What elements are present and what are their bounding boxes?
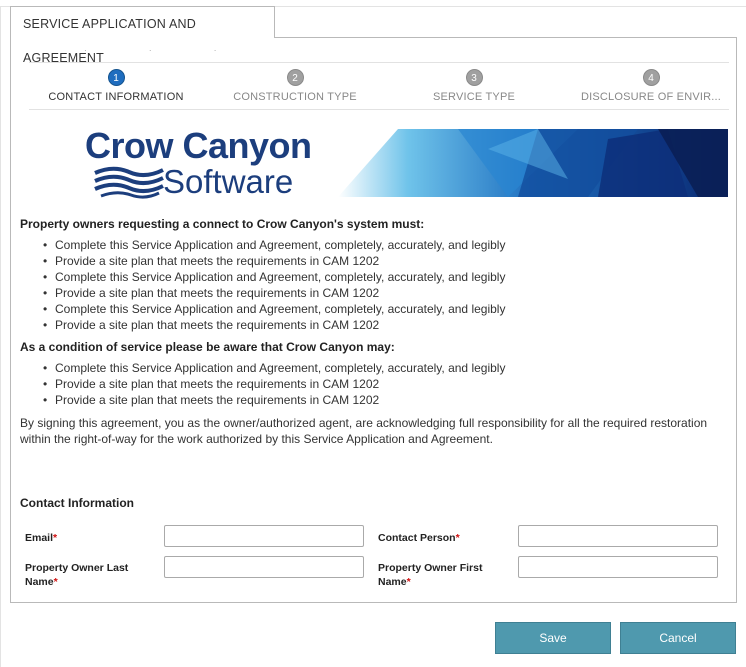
required-marker: * [53, 532, 58, 544]
logo-line-2: Software [163, 163, 294, 200]
form-panel [10, 37, 737, 603]
email-label: Email* [25, 532, 58, 544]
contact-information-heading: Contact Information [20, 496, 134, 510]
wizard-step-construction-type[interactable] [210, 69, 380, 103]
step-label: CONTACT INFORMATION [48, 91, 184, 103]
step-label: CONSTRUCTION TYPE [233, 91, 357, 103]
list-item: • Provide a site plan that meets the requirements in CAM 1202 [55, 285, 725, 301]
cancel-button[interactable]: Cancel [620, 622, 736, 654]
step-number-circle: 3 [466, 69, 483, 86]
list-item: • Provide a site plan that meets the requirements in CAM 1202 [55, 253, 725, 269]
intro-text [20, 216, 725, 447]
wizard-top-divider [29, 62, 729, 63]
owner-first-name-label: Property Owner First Name* [378, 562, 483, 588]
contact-person-label: Contact Person* [378, 532, 460, 544]
list-item: • Complete this Service Application and Agreement, completely, accurately, and legibly [55, 301, 725, 317]
owner-first-name-field[interactable] [518, 556, 718, 578]
decorative-dots: · · · [84, 46, 247, 55]
wizard-step-contact-information[interactable] [31, 69, 201, 103]
required-marker: * [53, 576, 58, 588]
wizard-step-service-type[interactable] [389, 69, 559, 103]
intro-heading-1: Property owners requesting a connect to Crow Canyon's system must: [20, 217, 425, 231]
required-marker: * [406, 576, 411, 588]
intro-heading-2: As a condition of service please be aware that Crow Canyon may: [20, 340, 395, 354]
list-item: • Provide a site plan that meets the requirements in CAM 1202 [55, 317, 725, 333]
step-label: DISCLOSURE OF ENVIR... [580, 91, 722, 103]
email-field[interactable] [164, 525, 364, 547]
list-item: • Complete this Service Application and Agreement, completely, accurately, and legibly [55, 269, 725, 285]
step-number-circle: 4 [643, 69, 660, 86]
logo-waves-icon [93, 165, 165, 199]
contact-person-field[interactable] [518, 525, 718, 547]
list-item: • Complete this Service Application and Agreement, completely, accurately, and legibly [55, 237, 725, 253]
step-number-circle: 1 [108, 69, 125, 86]
list-item: • Complete this Service Application and Agreement, completely, accurately, and legibly [55, 360, 725, 376]
list-item: • Provide a site plan that meets the requirements in CAM 1202 [55, 376, 725, 392]
conditions-list [20, 360, 725, 408]
step-label: SERVICE TYPE [432, 91, 516, 103]
logo-line-1: Crow Canyon [85, 125, 312, 166]
wizard-bottom-divider [29, 109, 729, 110]
owner-last-name-field[interactable] [164, 556, 364, 578]
step-number-circle: 2 [287, 69, 304, 86]
wizard-step-disclosure[interactable] [566, 69, 736, 103]
owner-last-name-label: Property Owner Last Name* [25, 562, 129, 588]
save-button[interactable]: Save [495, 622, 611, 654]
header-banner-graphic [338, 129, 728, 197]
crow-canyon-logo [81, 125, 311, 201]
agreement-paragraph: By signing this agreement, you as the owner/authorized agent, are acknowledging full responsibility for all the required restoration within the right-of-way for the work authorized by this Service Application and Agreement. [20, 416, 708, 446]
tab-service-application[interactable]: SERVICE APPLICATION AND AGREEMENT [10, 6, 275, 38]
outer-left-border [0, 6, 1, 667]
required-marker: * [455, 532, 460, 544]
requirements-list [20, 237, 725, 333]
list-item: • Provide a site plan that meets the requirements in CAM 1202 [55, 392, 725, 408]
